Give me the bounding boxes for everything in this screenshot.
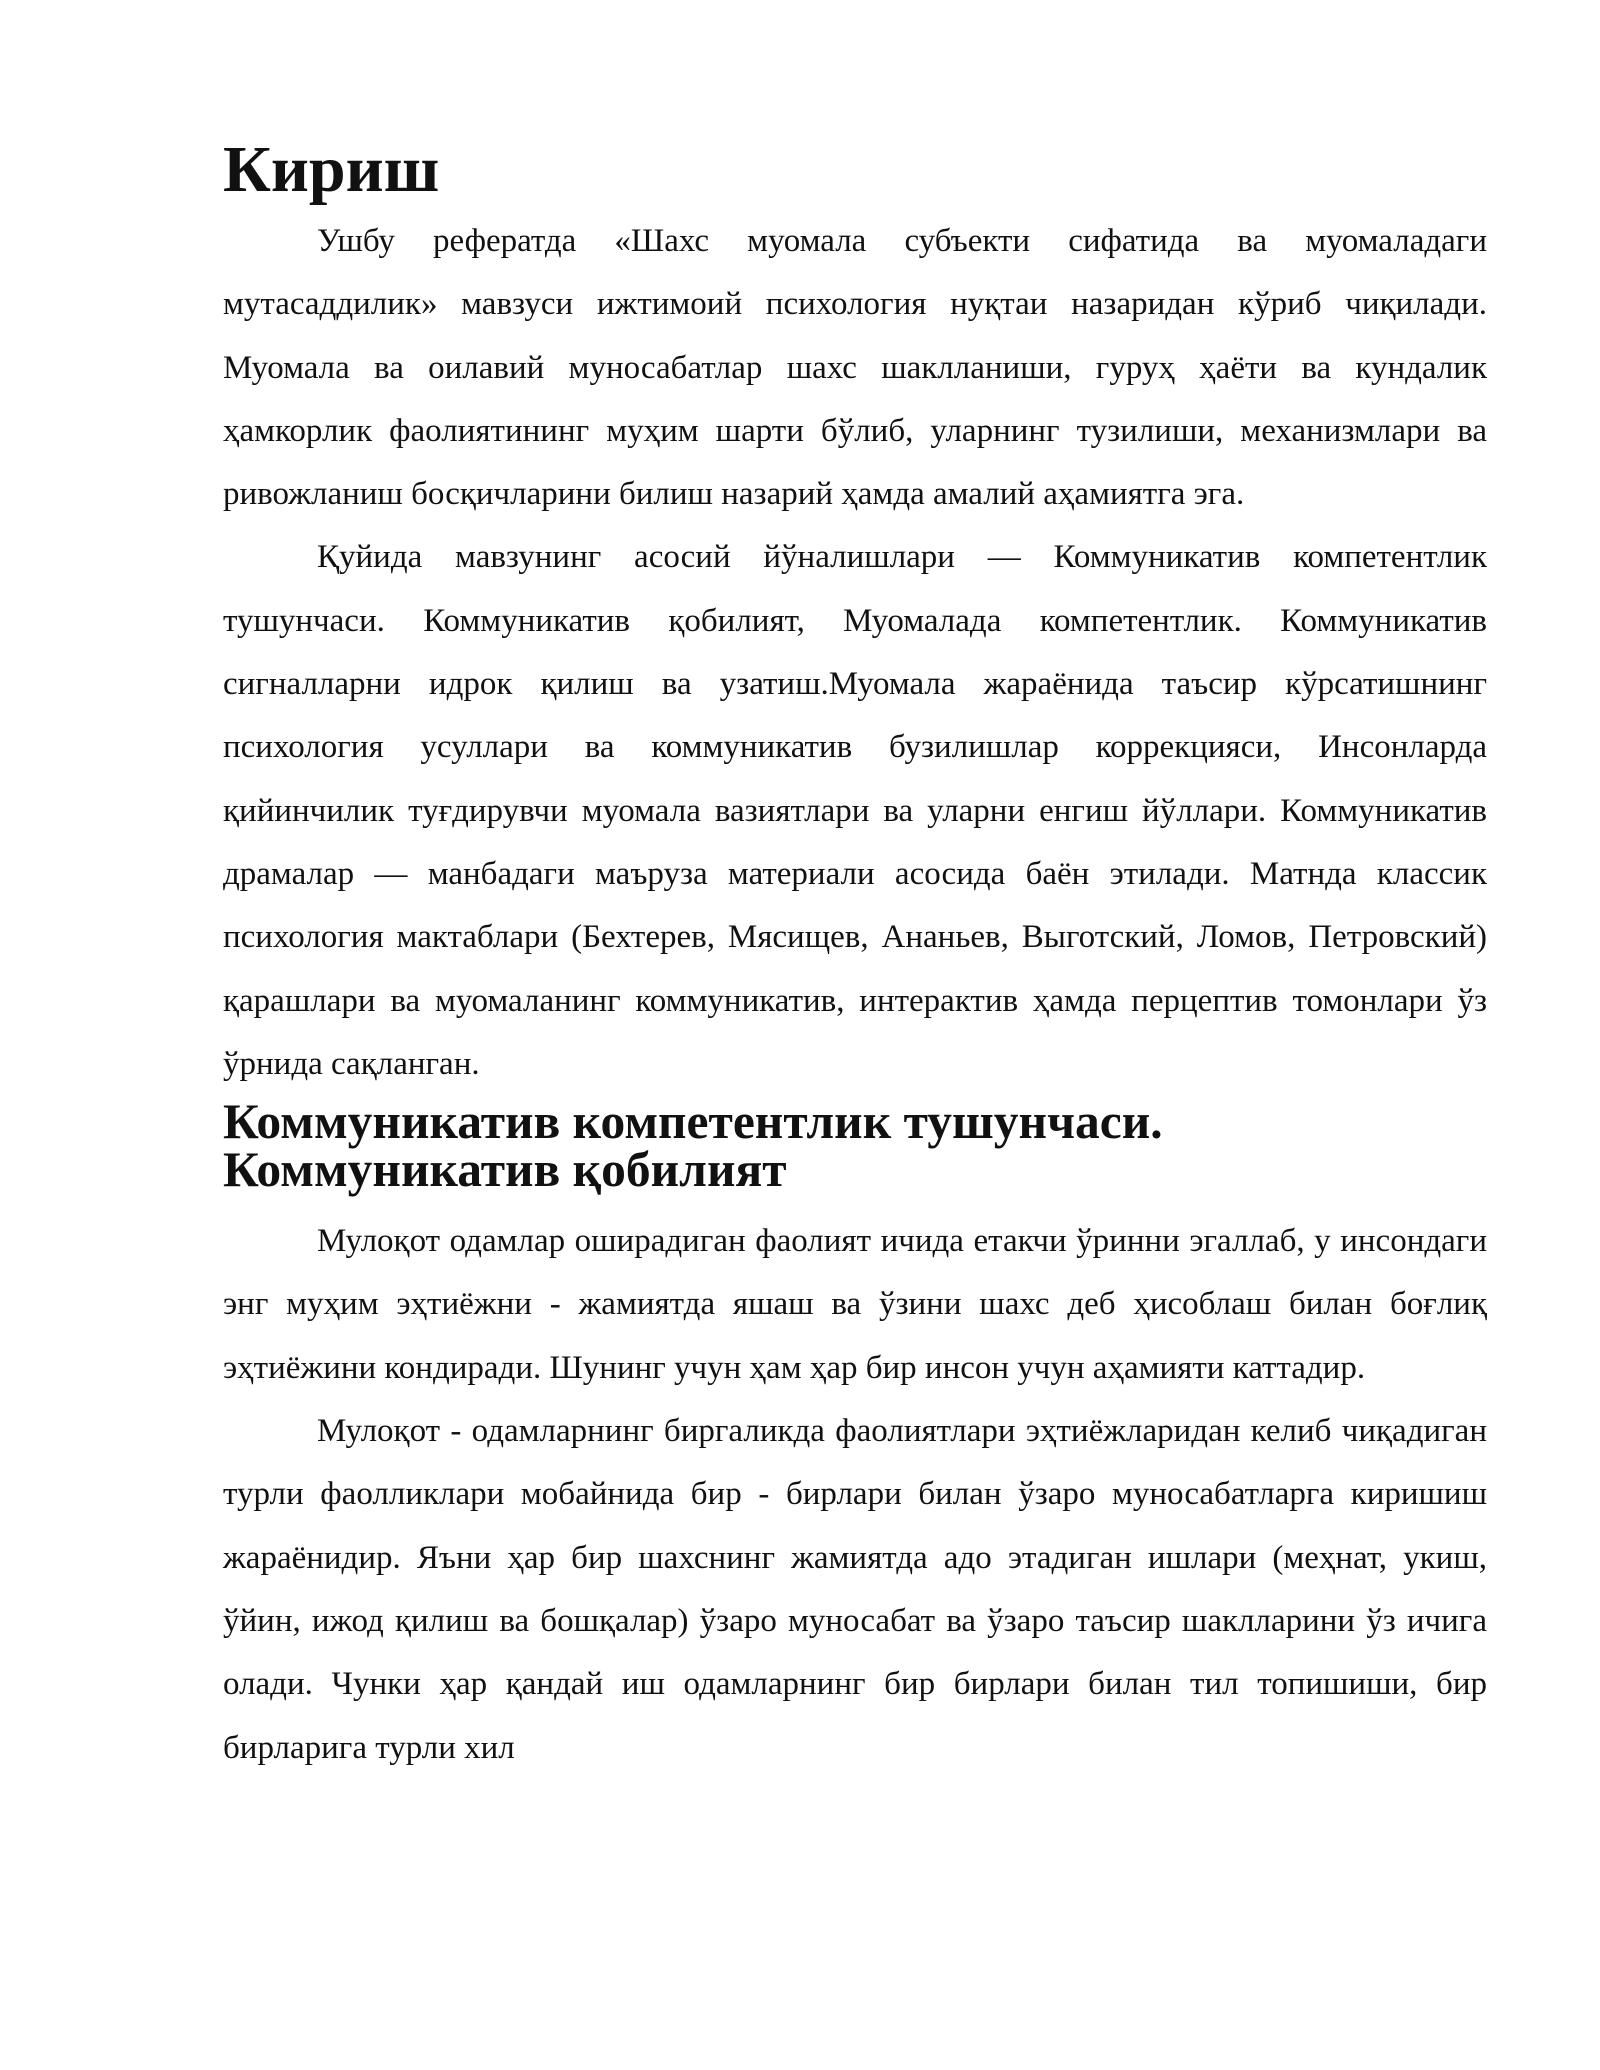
section-paragraph-1: Мулоқот одамлар оширадиган фаолият ичида етакчи ўринни эгаллаб, у инсондаги энг муҳим эҳтиёжни - жамиятда яшаш ва ўзини шахс деб ҳисоблаш билан боғлиқ эҳтиёжини кондиради. Шунинг учун ҳам ҳар бир инсон учун аҳамияти каттадир. [223,1223,1487,1386]
heading-intro: Кириш [223,133,440,206]
intro-paragraph-1: Ушбу рефератда «Шахс муомала субъекти сифатида ва муомаладаги мутасаддилик» мавзуси ижтимоий психология нуқтаи назаридан кўриб чиқилади. Муомала ва оилавий муносабатлар шахс шаклланиши, гуруҳ ҳаёти ва кундалик ҳамкорлик фаолиятининг муҳим шарти бўлиб, уларнинг тузилиши, механизмлари ва ривожланиш босқичларини билиш назарий ҳамда амалий аҳамиятга эга. [223,223,1487,513]
document-body [223,133,1487,1780]
intro-paragraph-2: Қуйида мавзунинг асосий йўналишлари — Коммуникатив компетентлик тушунчаси. Коммуникатив қобилият, Муомалада компетентлик. Коммуникатив сигналларни идрок қилиш ва узатиш.Муомала жараёнида таъсир кўрсатишнинг психология усуллари ва коммуникатив бузилишлар коррекцияси, Инсонларда қийинчилик туғдирувчи муомала вазиятлари ва уларни енгиш йўллари. Коммуникатив драмалар — манбадаги маъруза материали асосида баён этилади. Матнда классик психология мактаблари (Бехтерев, Мясищев, Ананьев, Выготский, Ломов, Петровский) қарашлари ва муомаланинг коммуникатив, интерактив ҳамда перцептив томонлари ўз ўрнида сақланган. [223,539,1487,1082]
section-paragraph-2: Мулоқот - одамларнинг биргаликда фаолиятлари эҳтиёжларидан келиб чиқадиган турли фаолликлари мобайнида бир - бирлари билан ўзаро муносабатларга киришиш жараёнидир. Яъни ҳар бир шахснинг жамиятда адо этадиган ишлари (меҳнат, укиш, ўйин, ижод қилиш ва бошқалар) ўзаро муносабат ва ўзаро таъсир шаклларини ўз ичига олади. Чунки ҳар қандай иш одамларнинг бир бирлари билан тил топишиши, бир бирларига турли хил [223,1413,1487,1766]
heading-section: Коммуникатив компетентлик тушунчаси. Коммуникатив қобилият [223,1094,1163,1198]
